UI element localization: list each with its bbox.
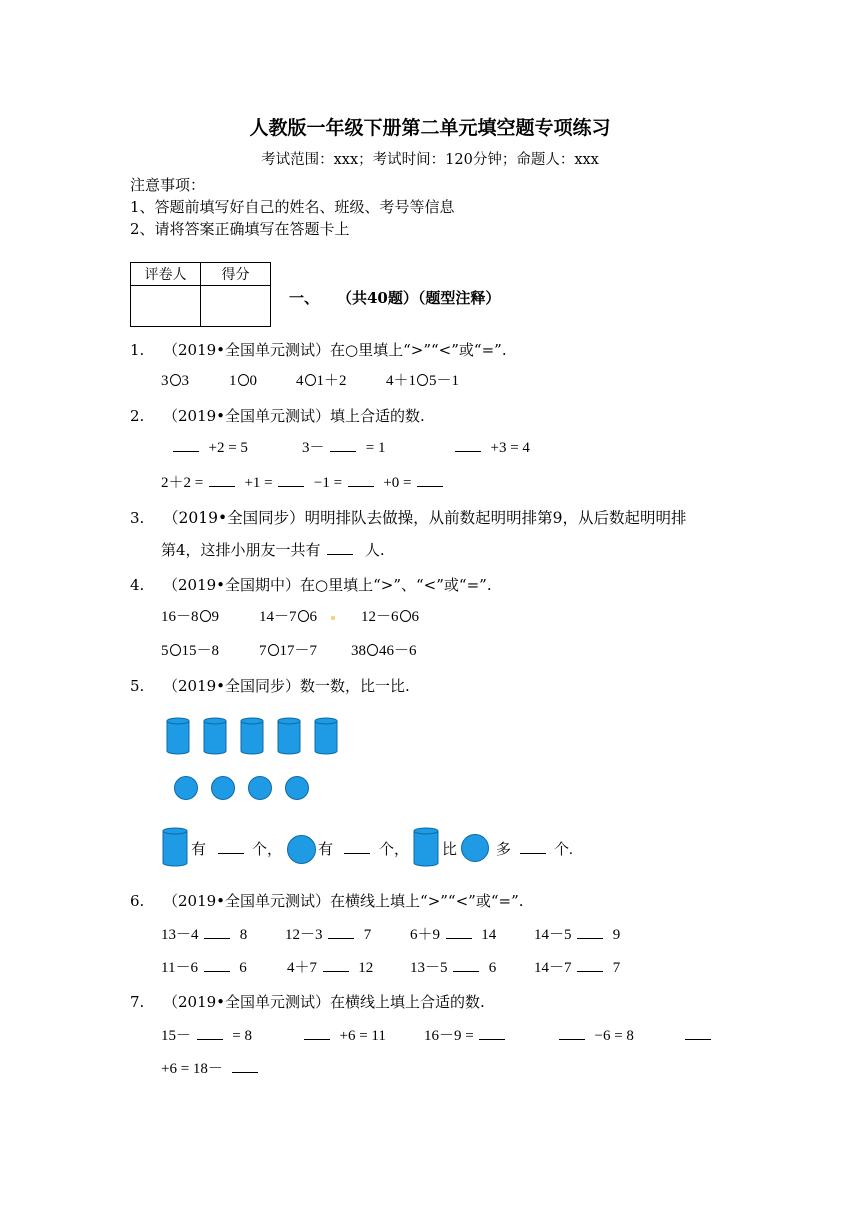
q5-ge-1: 个， <box>252 842 283 858</box>
answer-blank[interactable] <box>455 439 481 452</box>
q4-row1-item-3: 12－6 6 <box>361 609 420 625</box>
answer-blank[interactable] <box>197 1027 223 1040</box>
q6-row1-item-2: 12－3 7 <box>285 927 372 943</box>
answer-blank[interactable] <box>327 542 353 555</box>
circle-icon <box>285 776 309 800</box>
answer-blank[interactable] <box>559 1027 585 1040</box>
q4-stem: （2019•全国期中）在○里填上“>”、“<”或“=”. <box>163 576 492 594</box>
q5-blank-2 <box>342 840 372 860</box>
answer-blank[interactable] <box>232 1060 258 1073</box>
compare-circle[interactable] <box>417 374 428 386</box>
q6-row1-item-3: 6＋9 14 <box>410 927 497 943</box>
q7-row1-c: 16－9 = <box>424 1026 507 1046</box>
exam-info: 考试范围：xxx；考试时间：120分钟；命题人：xxx <box>261 152 599 168</box>
answer-blank[interactable] <box>304 1027 330 1040</box>
cylinder-icon <box>240 717 264 755</box>
compare-circle[interactable] <box>170 374 181 386</box>
q4-row2-item-3: 38 46－6 <box>351 643 417 659</box>
compare-circle[interactable] <box>400 610 411 622</box>
compare-circle[interactable] <box>305 374 316 386</box>
answer-blank[interactable] <box>330 439 356 452</box>
q6-row1-item-4: 14－5 9 <box>534 927 621 943</box>
score-cell[interactable] <box>201 286 271 327</box>
answer-blank[interactable] <box>173 439 199 452</box>
q2-row1-b: 3－ = 1 <box>302 440 386 456</box>
q1-number: 1. <box>130 341 145 359</box>
circle-icon <box>174 776 198 800</box>
answer-blank[interactable] <box>204 926 230 939</box>
answer-blank[interactable] <box>577 959 603 972</box>
compare-circle[interactable] <box>238 374 249 386</box>
compare-circle[interactable] <box>367 644 378 656</box>
answer-blank[interactable] <box>218 841 244 854</box>
q6-number: 6. <box>130 892 145 910</box>
q4-number: 4. <box>130 576 145 594</box>
q1-item-2: 1 0 <box>229 373 257 389</box>
q1-item-3: 4 1＋2 <box>296 373 347 389</box>
circle-icon <box>248 776 272 800</box>
answer-blank[interactable] <box>577 926 603 939</box>
cylinder-icon <box>203 717 227 755</box>
q4-row1-item-2: 14－7 6 <box>259 609 318 625</box>
q7-row1-b: +6 = 11 <box>302 1026 386 1046</box>
q3-number: 3. <box>130 509 145 527</box>
q1-stem: （2019•全国单元测试）在○里填上“>”“<”或“=”. <box>163 341 507 359</box>
q7-row1-d: −6 = 8 <box>557 1026 634 1046</box>
q4-row2-item-1: 5 15－8 <box>161 643 220 659</box>
q5-you-2: 有 <box>318 842 334 858</box>
answer-blank[interactable] <box>209 474 235 487</box>
q1-item-1: 3 3 <box>161 373 189 389</box>
notice-2: 2、请将答案正确填写在答题卡上 <box>130 220 350 238</box>
q6-row2-item-4: 14－7 7 <box>534 960 621 976</box>
cylinder-icon <box>162 827 188 867</box>
q6-row1-item-1: 13－4 8 <box>161 927 248 943</box>
page-title: 人教版一年级下册第二单元填空题专项练习 <box>249 117 611 139</box>
q5-blank-1 <box>216 840 246 860</box>
answer-blank[interactable] <box>520 841 546 854</box>
circle-icon <box>461 834 489 862</box>
section-title: （共40题）（题型注释） <box>337 289 501 307</box>
q4-row1-item-1: 16－8 9 <box>161 609 220 625</box>
answer-blank[interactable] <box>417 474 443 487</box>
cylinder-icon <box>413 827 439 867</box>
q1-item-4: 4＋1 5－1 <box>386 373 460 389</box>
q7-row2: +6 = 18－ <box>161 1059 260 1079</box>
grader-cell[interactable] <box>131 286 201 327</box>
answer-blank[interactable] <box>479 1027 505 1040</box>
compare-circle[interactable] <box>298 610 309 622</box>
score-header: 得分 <box>201 263 271 286</box>
q3-line1: （2019•全国同步）明明排队去做操，从前数起明明排第9，从后数起明明排 <box>163 509 687 527</box>
circle-icon <box>287 835 316 864</box>
cylinder-icon <box>314 717 338 755</box>
cylinder-icon <box>277 717 301 755</box>
q5-bi: 比 <box>442 842 458 858</box>
q5-ge-2: 个， <box>379 842 410 858</box>
q7-row1-e <box>683 1026 713 1046</box>
answer-blank[interactable] <box>323 959 349 972</box>
compare-circle[interactable] <box>170 644 181 656</box>
q6-row2-item-3: 13－5 6 <box>410 960 497 976</box>
cylinder-icon <box>166 717 190 755</box>
q2-row1-c: +3 = 4 <box>453 438 530 458</box>
q5-number: 5. <box>130 677 145 695</box>
grader-header: 评卷人 <box>131 263 201 286</box>
answer-blank[interactable] <box>344 841 370 854</box>
score-table <box>130 262 271 327</box>
answer-blank[interactable] <box>348 474 374 487</box>
q2-stem: （2019•全国单元测试）填上合适的数. <box>163 407 425 425</box>
q6-row2-item-1: 11－6 6 <box>161 960 247 976</box>
q5-ge-3: 个. <box>554 842 573 858</box>
q5-blank-3 <box>518 840 548 860</box>
q2-number: 2. <box>130 407 145 425</box>
q2-row1-a: +2 = 5 <box>171 438 248 458</box>
q6-row2-item-2: 4＋7 12 <box>287 960 374 976</box>
answer-blank[interactable] <box>204 959 230 972</box>
compare-circle[interactable] <box>268 644 279 656</box>
q6-stem: （2019•全国单元测试）在横线上填上“>”“<”或“=”. <box>163 892 524 910</box>
q3-line2: 第4，这排小朋友一共有 人. <box>161 541 385 559</box>
circle-icon <box>211 776 235 800</box>
answer-blank[interactable] <box>446 926 472 939</box>
notice-label: 注意事项： <box>130 176 206 194</box>
answer-blank[interactable] <box>685 1027 711 1040</box>
notice-1: 1、答题前填写好自己的姓名、班级、考号等信息 <box>130 198 455 216</box>
q7-number: 7. <box>130 993 145 1011</box>
q5-duo: 多 <box>496 842 512 858</box>
answer-blank[interactable] <box>453 959 479 972</box>
q7-stem: （2019•全国单元测试）在横线上填上合适的数. <box>163 993 485 1011</box>
answer-blank[interactable] <box>278 474 304 487</box>
q4-row2-item-2: 7 17－7 <box>259 643 318 659</box>
compare-circle[interactable] <box>200 610 211 622</box>
q2-row2: 2＋2 = +1 = −1 = +0 = <box>161 473 445 493</box>
q7-row1-a: 15－ = 8 <box>161 1028 252 1044</box>
section-number: 一、 <box>289 289 320 307</box>
answer-blank[interactable] <box>328 926 354 939</box>
q5-stem: （2019•全国同步）数一数，比一比. <box>163 677 410 695</box>
q5-you-1: 有 <box>191 842 207 858</box>
stray-mark <box>331 616 335 620</box>
